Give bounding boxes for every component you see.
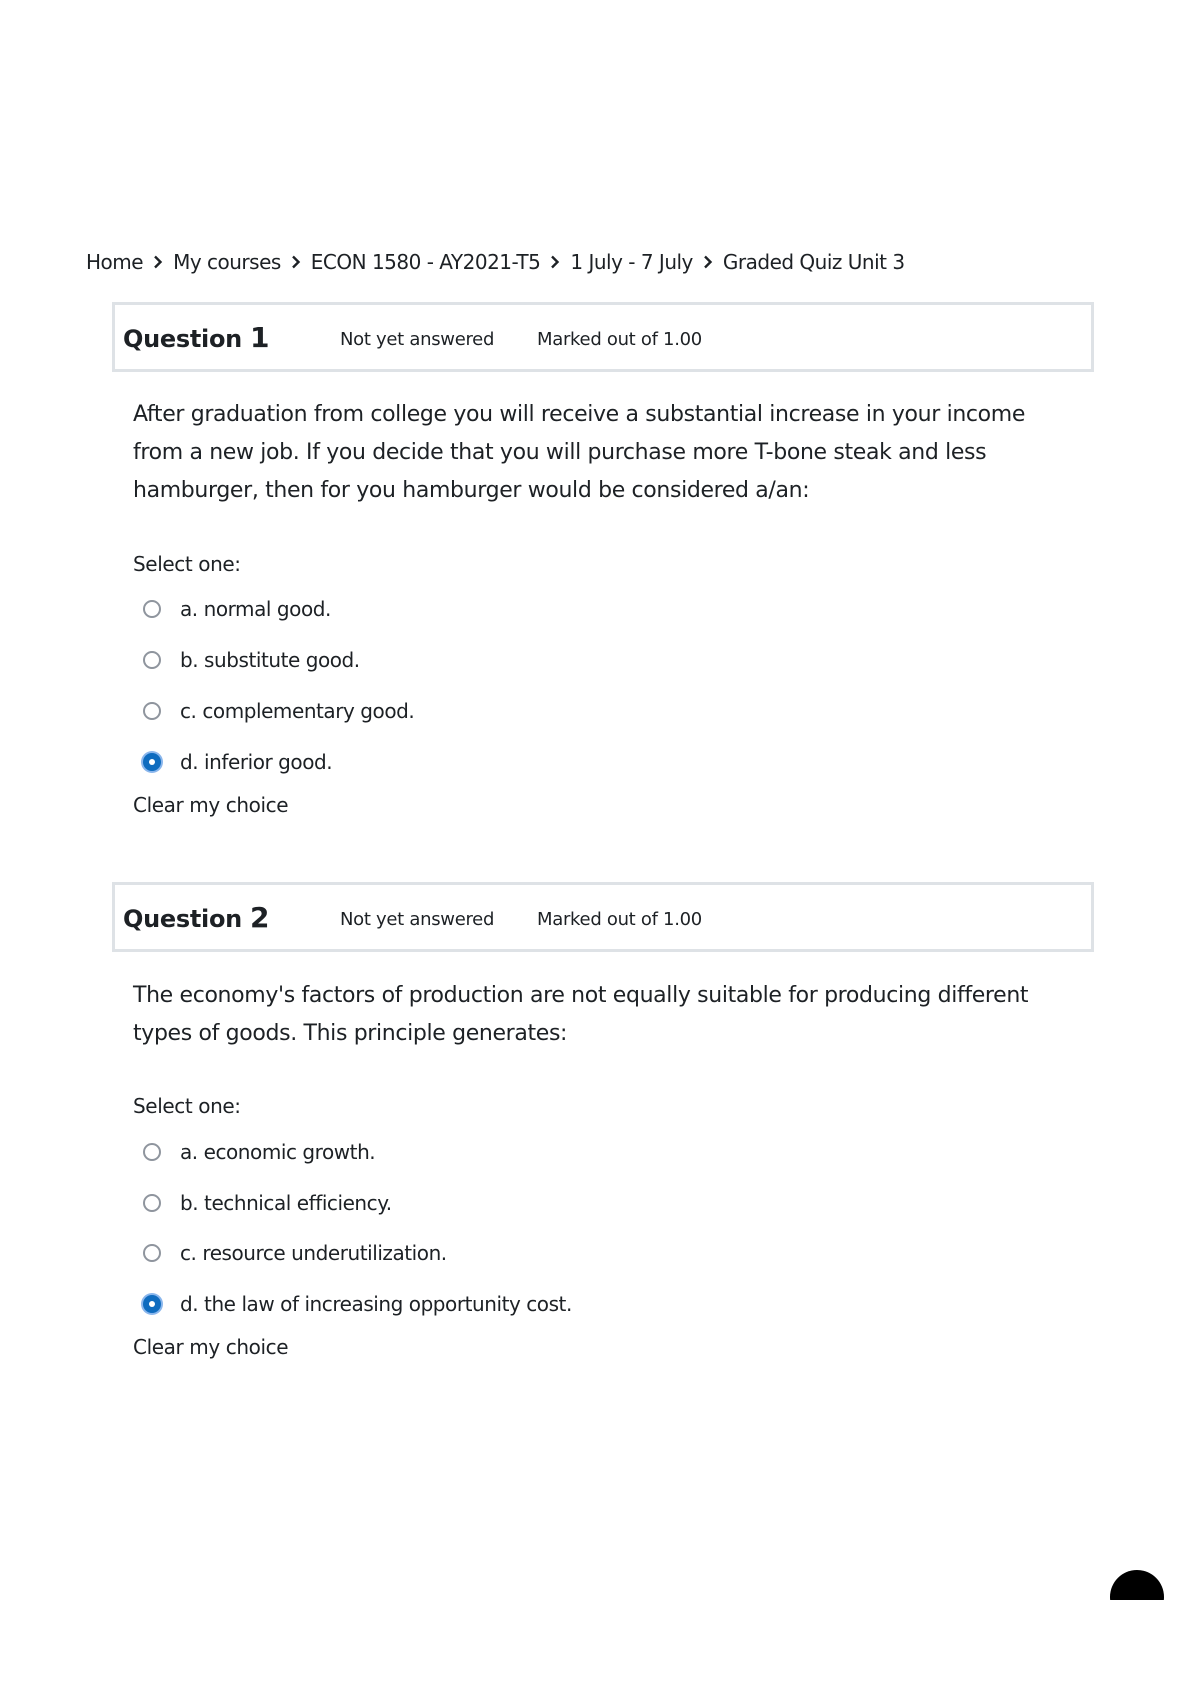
question-2-clear-choice[interactable]: Clear my choice xyxy=(133,1335,289,1359)
answer-label: d. inferior good. xyxy=(180,750,333,774)
question-number: 1 xyxy=(250,321,270,354)
question-2-state: Not yet answered xyxy=(340,909,495,930)
question-1-prompt: Select one: xyxy=(133,552,241,576)
question-label: Question xyxy=(123,905,242,933)
question-1-info xyxy=(112,302,1094,372)
question-1-answer-a[interactable] xyxy=(143,594,331,624)
question-2-grade: Marked out of 1.00 xyxy=(537,909,702,930)
question-1-title xyxy=(123,321,269,354)
answer-label: a. normal good. xyxy=(180,597,331,621)
question-2-answer-a[interactable] xyxy=(143,1137,375,1167)
question-2-answer-d[interactable] xyxy=(143,1289,572,1319)
question-2-title xyxy=(123,901,269,934)
back-to-top-button[interactable] xyxy=(1110,1570,1164,1600)
question-number: 2 xyxy=(250,901,270,934)
answer-label: b. substitute good. xyxy=(180,648,360,672)
question-2-answer-b[interactable] xyxy=(143,1188,392,1218)
answer-label: a. economic growth. xyxy=(180,1140,376,1164)
chevron-right-icon xyxy=(281,255,311,269)
radio-button[interactable] xyxy=(143,702,161,720)
question-label: Question xyxy=(123,325,242,353)
answer-label: d. the law of increasing opportunity cost. xyxy=(180,1292,572,1316)
question-2-prompt: Select one: xyxy=(133,1094,241,1118)
question-2-text: The economy's factors of production are not equally suitable for producing different types of goods. This principle generates: xyxy=(133,983,1029,1046)
breadcrumb-home[interactable]: Home xyxy=(86,250,144,274)
radio-button-selected[interactable] xyxy=(143,1295,161,1313)
answer-label: b. technical efficiency. xyxy=(180,1191,392,1215)
breadcrumb-course[interactable]: ECON 1580 - AY2021-T5 xyxy=(310,250,541,274)
question-1-state: Not yet answered xyxy=(340,329,495,350)
radio-button-selected[interactable] xyxy=(143,753,161,771)
question-1-grade: Marked out of 1.00 xyxy=(537,329,702,350)
breadcrumb-my-courses[interactable]: My courses xyxy=(173,250,281,274)
radio-button[interactable] xyxy=(143,600,161,618)
question-1-answer-b[interactable] xyxy=(143,645,360,675)
arrow-up-icon xyxy=(1110,1570,1164,1600)
chevron-right-icon xyxy=(540,255,570,269)
radio-button[interactable] xyxy=(143,651,161,669)
breadcrumb-week[interactable]: 1 July - 7 July xyxy=(570,250,693,274)
question-2-info xyxy=(112,882,1094,952)
chevron-right-icon xyxy=(693,255,723,269)
breadcrumb-quiz[interactable]: Graded Quiz Unit 3 xyxy=(722,250,905,274)
question-1-clear-choice[interactable]: Clear my choice xyxy=(133,793,289,817)
breadcrumb xyxy=(86,250,905,274)
radio-button[interactable] xyxy=(143,1143,161,1161)
question-2-answer-c[interactable] xyxy=(143,1238,447,1268)
chevron-right-icon xyxy=(143,255,173,269)
answer-label: c. complementary good. xyxy=(180,699,415,723)
radio-button[interactable] xyxy=(143,1244,161,1262)
question-1-answer-c[interactable] xyxy=(143,696,414,726)
answer-label: c. resource underutilization. xyxy=(180,1241,447,1265)
radio-button[interactable] xyxy=(143,1194,161,1212)
question-1-text: After graduation from college you will receive a substantial increase in your income from a new job. If you decide that you will purchase more T-bone steak and less hamburger, then for you hamburger would be considered a/an: xyxy=(133,402,1026,503)
question-1-answer-d[interactable] xyxy=(143,747,332,777)
